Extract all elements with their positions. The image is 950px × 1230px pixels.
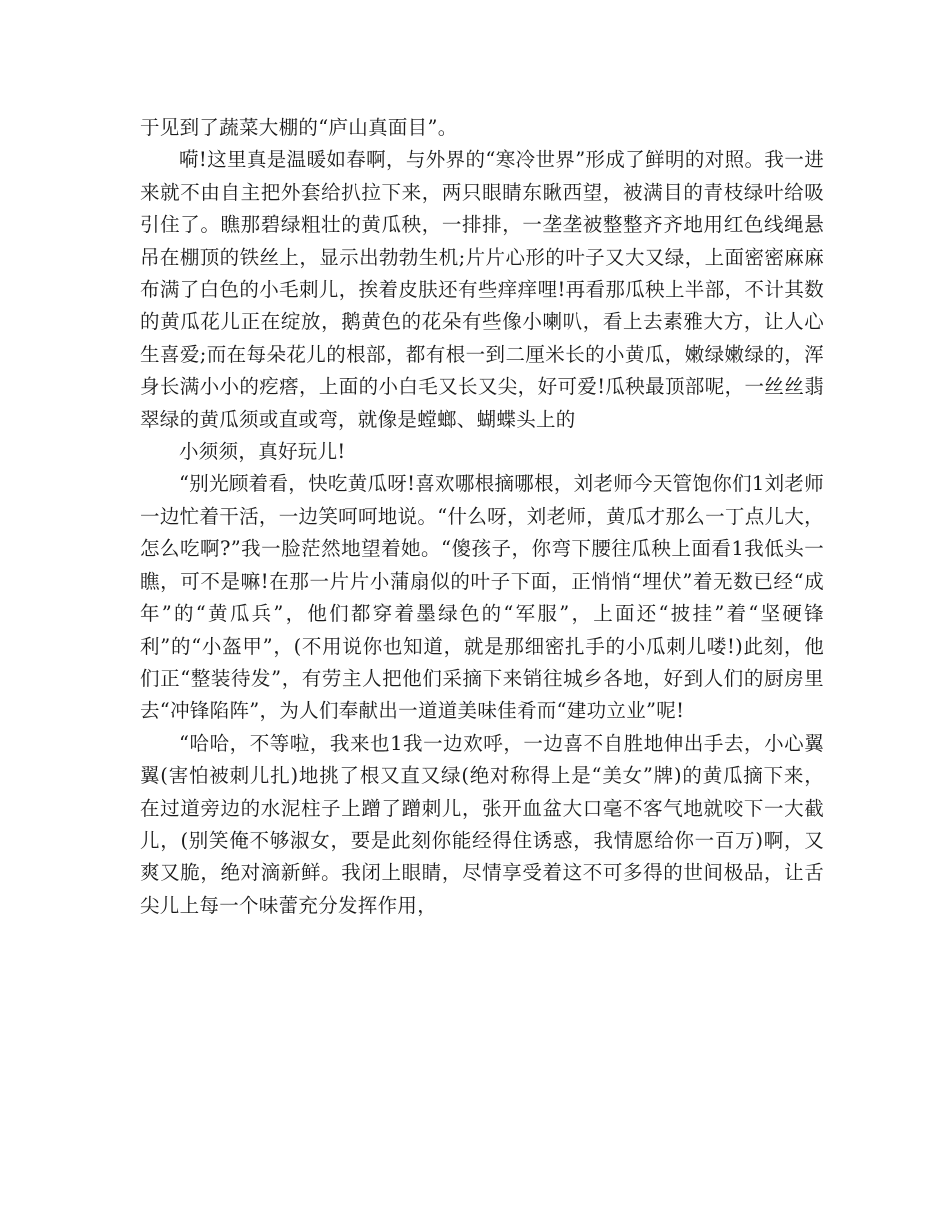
paragraph-5: “哈哈，不等啦，我来也1我一边欢呼，一边喜不自胜地伸出手去，小心翼翼(害怕被刺儿扎)地挑了根又直又绿(绝对称得上是“美女”牌)的黄瓜摘下来，在过道旁边的水泥柱子上蹭了蹭刺儿，张开血盆大口毫不客气地就咬下一大截儿，(别笑俺不够淑女，要是此刻你能经得住诱惑，我情愿给你一百万)啊，又爽又脆，绝对滴新鲜。我闭上眼睛，尽情享受着这不可多得的世间极品，让舌尖儿上每一个味蕾充分发挥作用， xyxy=(140,731,824,917)
paragraph-2: 嗬!这里真是温暖如春啊，与外界的“寒冷世界”形成了鲜明的对照。我一进来就不由自主把外套给扒拉下来，两只眼睛东瞅西望，被满目的青枝绿叶给吸引住了。瞧那碧绿粗壮的黄瓜秧，一排排，一垄垄被整整齐齐地用红色线绳悬吊在棚顶的铁丝上，显示出勃勃生机;片片心形的叶子又大又绿，上面密密麻麻布满了白色的小毛刺儿，挨着皮肤还有些痒痒哩!再看那瓜秧上半部，不计其数的黄瓜花儿正在绽放，鹅黄色的花朵有些像小喇叭，看上去素雅大方，让人心生喜爱;而在每朵花儿的根部，都有根一到二厘米长的小黄瓜，嫩绿嫩绿的，浑身长满小小的疙瘩，上面的小白毛又长又尖，好可爱!瓜秧最顶部呢，一丝丝翡翠绿的黄瓜须或直或弯，就像是螳螂、蝴蝶头上的 xyxy=(140,148,824,431)
paragraph-1: 于见到了蔬菜大棚的“庐山真面目”。 xyxy=(140,116,458,139)
paragraph-3: 小须须，真好玩儿! xyxy=(179,440,346,464)
document-body xyxy=(140,112,824,922)
paragraph-4: “别光顾着看，快吃黄瓜呀!喜欢哪根摘哪根，刘老师今天管饱你们1刘老师一边忙着干活，一边笑呵呵地说。“什么呀，刘老师，黄瓜才那么一丁点儿大，怎么吃啊?”我一脸茫然地望着她。“傻孩子，你弯下腰往瓜秧上面看1我低头一瞧，可不是嘛!在那一片片小蒲扇似的叶子下面，正悄悄“埋伏”着无数已经“成年”的“黄瓜兵”，他们都穿着墨绿色的“军服”，上面还“披挂”着“坚硬锋利”的“小盔甲”，(不用说你也知道，就是那细密扎手的小瓜刺儿喽!)此刻，他们正“整装待发”，有劳主人把他们采摘下来销往城乡各地，好到人们的厨房里去“冲锋陷阵”，为人们奉献出一道道美味佳肴而“建功立业”呢! xyxy=(140,472,824,723)
